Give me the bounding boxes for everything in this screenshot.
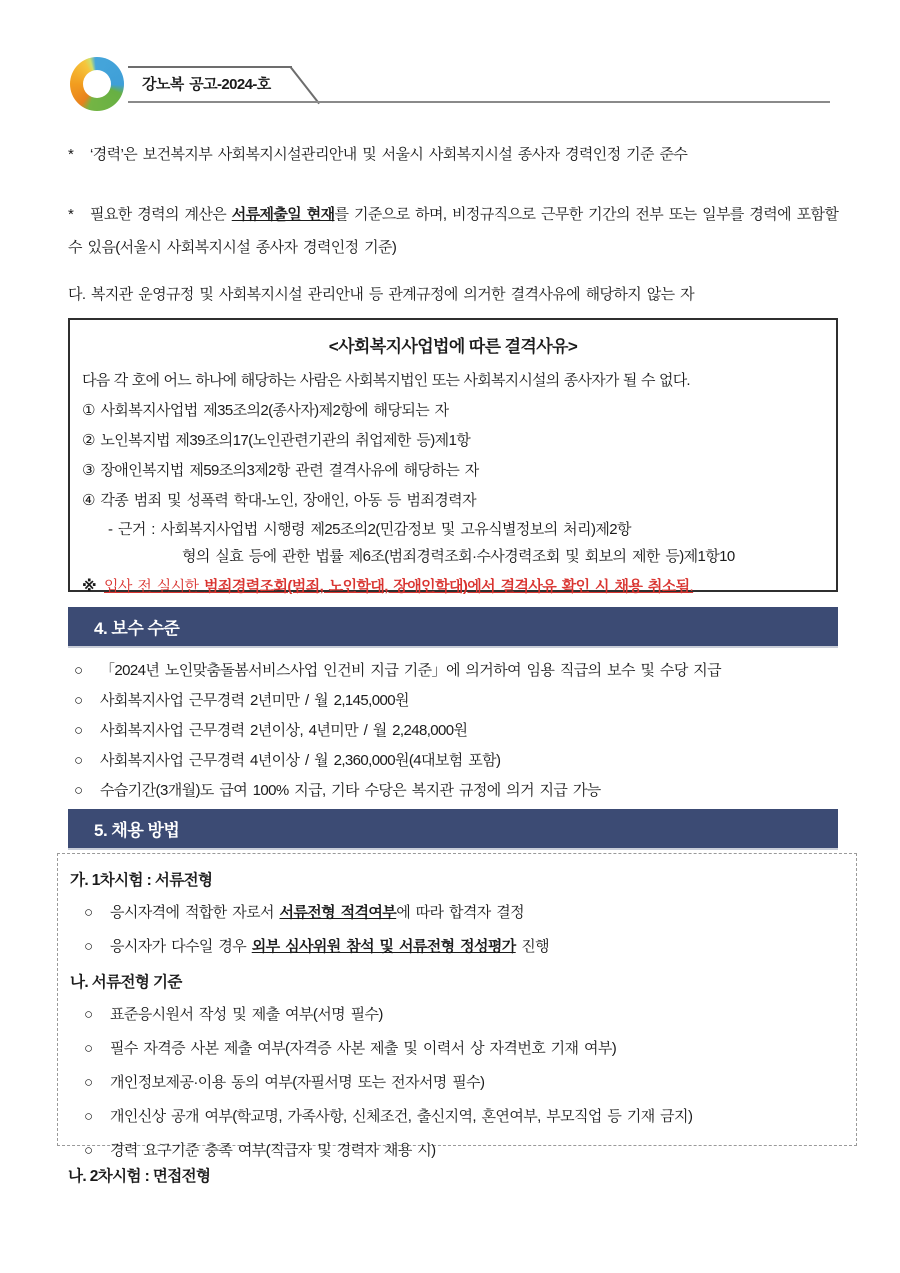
list-item: ○ 사회복지사업 근무경력 2년이상, 4년미만 / 월 2,248,000원: [74, 716, 846, 746]
disqualification-item: ② 노인복지법 제39조의17(노인관련기관의 취업제한 등)제1항: [82, 432, 471, 449]
circle-bullet: ○: [84, 938, 93, 955]
circle-bullet: ○: [74, 662, 83, 679]
section-header-pay-level: 4. 보수 수준: [68, 607, 838, 648]
circle-bullet: ○: [84, 1142, 93, 1159]
legal-basis-line-2: 형의 실효 등에 관한 법률 제6조(범죄경력조회·수사경력조회 및 회보의 제한 등)제1항10: [182, 548, 735, 565]
disqualification-intro: 다음 각 호에 어느 하나에 해당하는 사람은 사회복지법인 또는 사회복지시설의 종사자가 될 수 없다.: [82, 372, 690, 389]
subheading-screening-criteria: 나. 서류전형 기준: [70, 974, 182, 991]
circle-bullet: ○: [84, 1074, 93, 1091]
list-item: ○ 응시자격에 적합한 자로서 서류전형 적격여부에 따라 합격자 결정: [84, 904, 525, 921]
disqualification-box-title: <사회복지사업법에 따른 결격사유>: [328, 337, 578, 356]
asterisk-marker: *: [68, 206, 74, 223]
circle-bullet: ○: [84, 1040, 93, 1057]
org-logo-ring-icon: [70, 57, 124, 111]
circle-bullet: ○: [74, 782, 83, 799]
section-header-hiring-method: 5. 채용 방법: [68, 809, 838, 850]
list-item: ○ 개인신상 공개 여부(학교명, 가족사항, 신체조건, 출신지역, 혼연여부, 부모직업 등 기재 금지): [84, 1108, 693, 1125]
item-da-no-disqualification: 다. 복지관 운영규정 및 사회복지시설 관리안내 등 관계규정에 의거한 결격사유에 해당하지 않는 자: [68, 286, 694, 303]
list-item: ○ 응시자가 다수일 경우 외부 심사위원 참석 및 서류전형 정성평가 진행: [84, 938, 550, 955]
emphasis-document-screening: 서류전형 적격여부: [279, 904, 397, 921]
criminal-record-warning: ※ 입사 전 실시한 범죄경력조회(범죄, 노인학대, 장애인학대)에서 결격사유 확인 시 채용 취소됨.: [82, 573, 824, 601]
header-rule-top: [128, 66, 292, 68]
disqualification-item: ④ 각종 범죄 및 성폭력 학대-노인, 장애인, 아동 등 범죄경력자: [82, 492, 476, 509]
circle-bullet: ○: [74, 722, 83, 739]
header-rule-bottom: [128, 101, 830, 103]
circle-bullet: ○: [74, 692, 83, 709]
note-career-standard: * ‘경력’은 보건복지부 사회복지시설관리안내 및 서울시 사회복지시설 종사자 경력인정 기준 준수: [68, 146, 688, 163]
emphasis-submission-date: 서류제출일 현재: [231, 206, 335, 223]
list-item: ○ 경력 요구기준 충족 여부(직급자 및 경력자 채용 시): [84, 1142, 436, 1159]
hiring-method-box: [57, 853, 857, 1159]
doc-number: 강노복 공고-2024-호: [142, 76, 271, 93]
circle-bullet: ○: [84, 904, 93, 921]
legal-basis-line-1: - 근거 : 사회복지사업법 시행령 제25조의2(민감정보 및 고유식별정보의 처리)제2항: [108, 521, 631, 538]
list-item: ○ 개인정보제공·이용 동의 여부(자필서명 또는 전자서명 필수): [84, 1074, 485, 1091]
list-item: ○ 사회복지사업 근무경력 2년미만 / 월 2,145,000원: [74, 686, 846, 716]
disqualification-box: [68, 318, 838, 595]
list-item: ○ 필수 자격증 사본 제출 여부(자격증 사본 제출 및 이력서 상 자격번호 기재 여부): [84, 1040, 617, 1057]
circle-bullet: ○: [84, 1108, 93, 1125]
list-item: ○ 사회복지사업 근무경력 4년이상 / 월 2,360,000원(4대보험 포함): [74, 746, 846, 776]
list-item: ○ 수습기간(3개월)도 급여 100% 지급, 기타 수당은 복지관 규정에 의거 지급 가능: [74, 776, 846, 806]
asterisk-marker: *: [68, 146, 74, 163]
note-career-calculation: * 필요한 경력의 계산은 서류제출일 현재를 기준으로 하며, 비정규직으로 근무한 기간의 전부 또는 일부를 경력에 포함할 수 있음(서울시 사회복지시설 종사자 경력인정 기준): [68, 198, 840, 264]
circle-bullet: ○: [74, 752, 83, 769]
emphasis-cancellation: 범죄경력조회(범죄, 노인학대, 장애인학대)에서 결격사유 확인 시 채용 취소됨: [204, 578, 690, 595]
list-item: ○ 표준응시원서 작성 및 제출 여부(서명 필수): [84, 1006, 383, 1023]
subheading-first-exam: 가. 1차시험 : 서류전형: [70, 872, 213, 889]
emphasis-external-review: 외부 심사위원 참석 및 서류전형 정성평가: [251, 938, 516, 955]
header-rule-diagonal: [289, 66, 320, 104]
circle-bullet: ○: [84, 1006, 93, 1023]
disqualification-item: ① 사회복지사업법 제35조의2(종사자)제2항에 해당되는 자: [82, 402, 449, 419]
disqualification-item: ③ 장애인복지법 제59조의3제2항 관련 결격사유에 해당하는 자: [82, 462, 479, 479]
reference-marker: ※: [82, 578, 96, 595]
list-item: ○ 「2024년 노인맞춤돌봄서비스사업 인건비 지급 기준」에 의거하여 임용 직급의 보수 및 수당 지급: [74, 656, 846, 686]
subheading-second-exam: 나. 2차시험 : 면접전형: [68, 1168, 211, 1185]
pay-level-list: [74, 656, 846, 806]
